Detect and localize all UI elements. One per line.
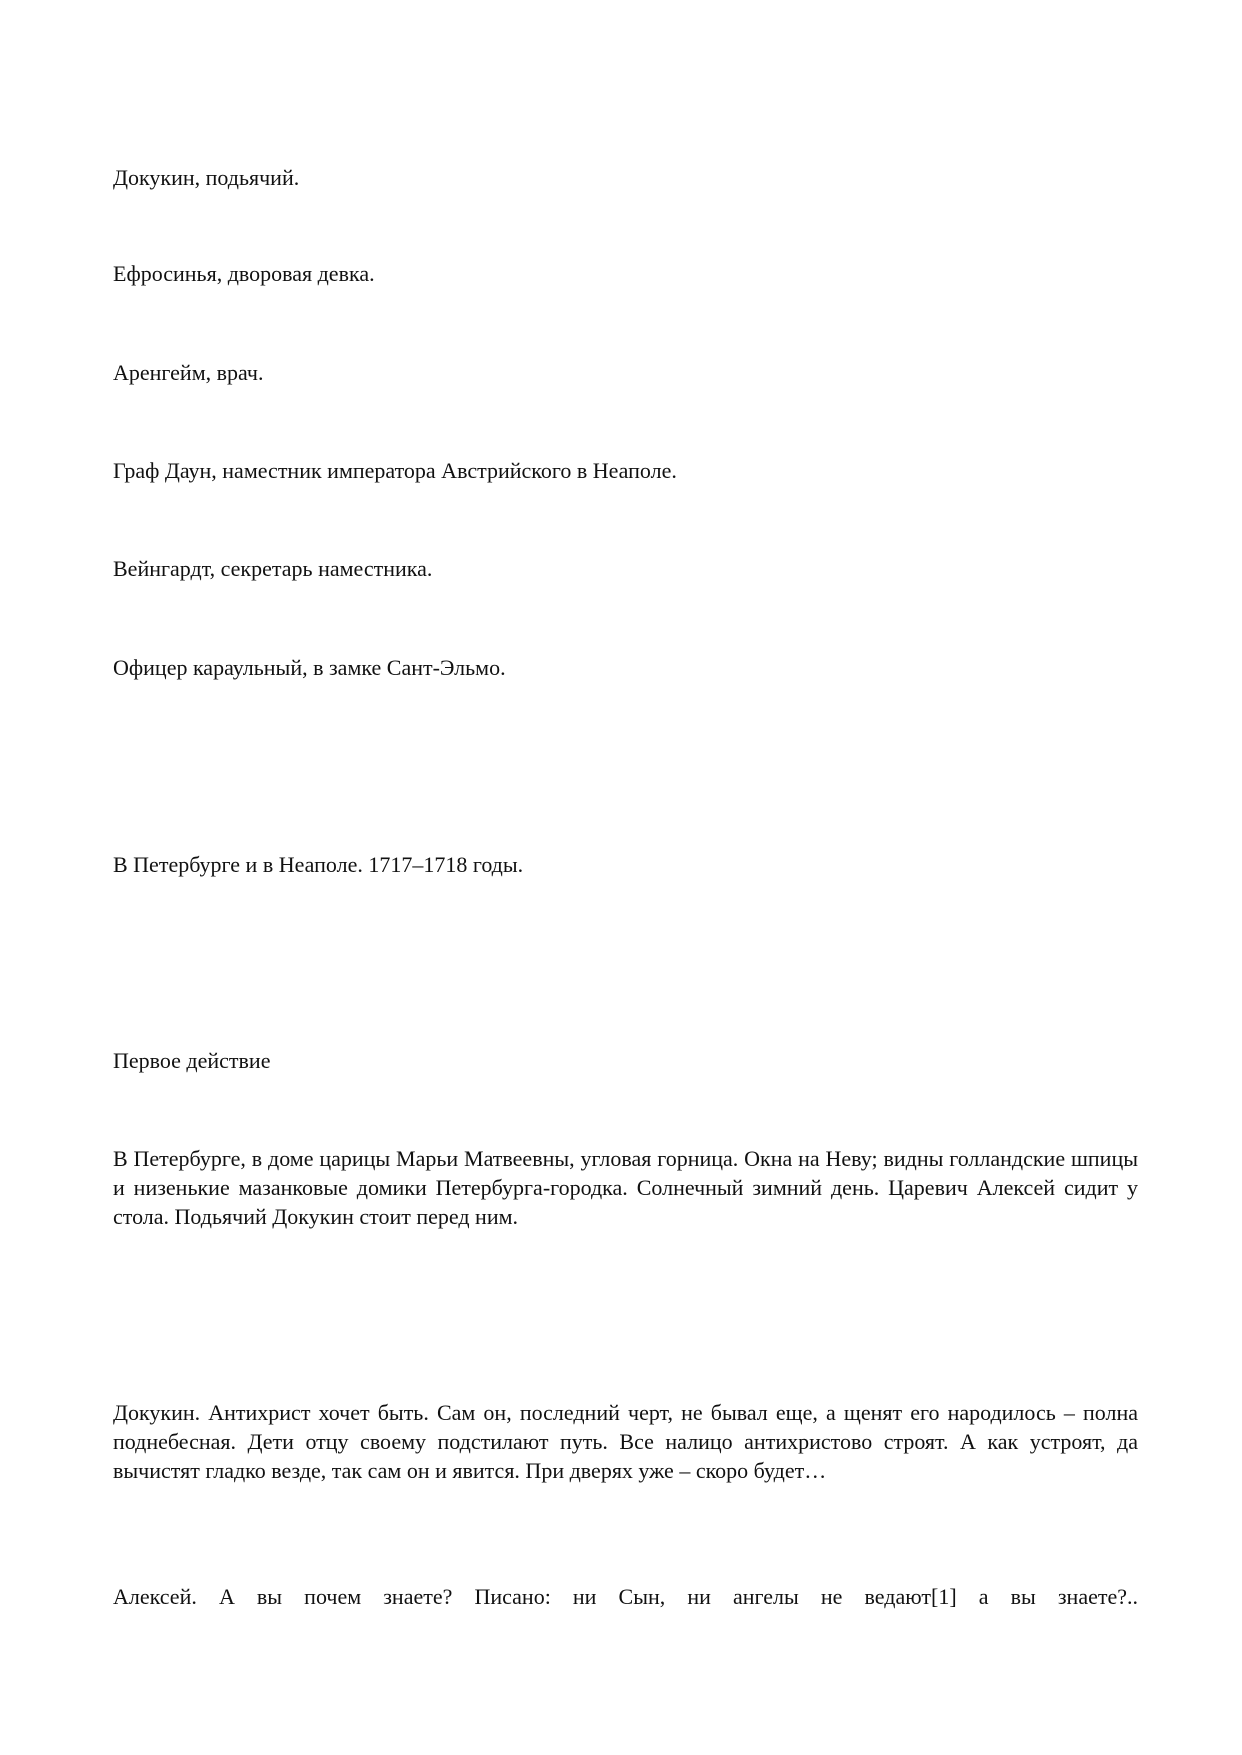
act-title: Первое действие <box>113 1048 271 1073</box>
cast-item: Аренгейм, врач. <box>113 360 264 385</box>
cast-item: Офицер караульный, в замке Сант-Эльмо. <box>113 655 506 680</box>
cast-item: Граф Даун, наместник императора Австрийского в Неаполе. <box>113 458 677 483</box>
setting-line: В Петербурге и в Неаполе. 1717–1718 годы. <box>113 852 524 877</box>
dialogue-line: Докукин. Антихрист хочет быть. Сам он, последний черт, не бывал еще, а щенят его народилось – полна поднебесная. Дети отцу своему подстилают путь. Все налицо антихристово строят. А как устроят, да вычистят гладко везде, так сам он и явится. При дверях уже – скоро будет… <box>113 1400 1138 1483</box>
stage-direction: В Петербурге, в доме царицы Марьи Матвеевны, угловая горница. Окна на Неву; видны голландские шпицы и низенькие мазанковые домики Петербурга-городка. Солнечный зимний день. Царевич Алексей сидит у стола. Подьячий Докукин стоит перед ним. <box>113 1146 1138 1229</box>
cast-item: Ефросинья, дворовая девка. <box>113 261 375 286</box>
dialogue-line: Алексей. А вы почем знаете? Писано: ни Сын, ни ангелы не ведают[1] а вы знаете?.. <box>113 1584 1138 1609</box>
cast-item: Докукин, подьячий. <box>113 165 300 190</box>
cast-item: Вейнгардт, секретарь наместника. <box>113 556 433 581</box>
